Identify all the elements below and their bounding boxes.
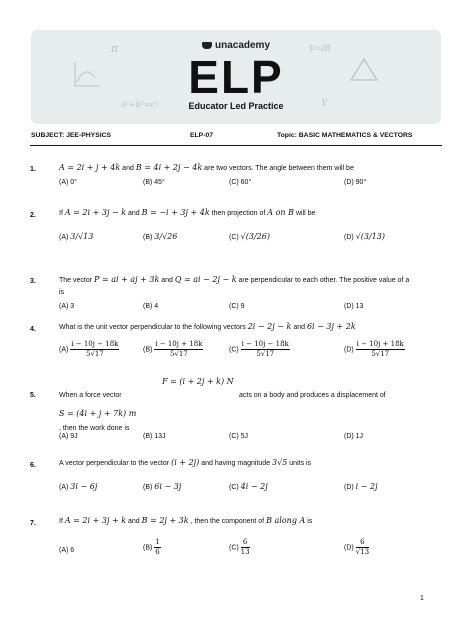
vector-two: 6i − 3j + 2k	[306, 322, 356, 331]
option-d[interactable]	[344, 538, 369, 557]
option-a[interactable]: (A) 6	[59, 547, 75, 554]
question-stem: are two vectors. The angle between them will be	[204, 165, 354, 172]
numerator: 6	[356, 538, 369, 548]
numerator: 1	[155, 538, 160, 546]
option-expression: 6i − 3j	[154, 482, 182, 491]
denominator: 5√17	[256, 350, 275, 358]
unacademy-logo	[31, 40, 441, 51]
option-d[interactable]: (D) 90°	[344, 179, 367, 186]
connector: and	[293, 324, 306, 331]
denominator: 6	[155, 548, 160, 556]
question-2-text	[59, 208, 315, 217]
option-a[interactable]	[59, 340, 119, 359]
question-stem-end: , then the work done is	[59, 425, 130, 432]
option-letter: (B)	[143, 346, 153, 354]
question-number: 2.	[30, 212, 36, 219]
topic-label: Topic: BASIC MATHEMATICS & VECTORS	[277, 132, 413, 139]
option-d[interactable]	[344, 232, 385, 241]
option-a[interactable]: (A) 0°	[59, 179, 77, 186]
option-c[interactable]	[229, 340, 290, 359]
elp-code: ELP-07	[190, 132, 214, 139]
question-6-text	[59, 458, 311, 467]
numerator: i − 10j + 18k	[356, 340, 404, 348]
connector: If	[59, 518, 63, 525]
option-b[interactable]	[143, 538, 161, 557]
vector-a: A = 2i + 3j + k	[64, 516, 127, 525]
option-expression: √(3/26)	[240, 232, 270, 241]
question-stem: What is the unit vector perpendicular to the following vectors	[59, 324, 246, 331]
page-number: 1	[420, 595, 424, 602]
option-c[interactable]	[229, 538, 250, 557]
connector: The vector	[59, 277, 93, 284]
question-3-text	[59, 274, 444, 299]
option-b[interactable]: (B) 45°	[143, 179, 165, 186]
denominator: 5√17	[371, 350, 390, 358]
question-stem-mid: acts on a body and produces a displacement of	[239, 392, 386, 399]
pythagoras-decor: a²+b²=c²	[121, 100, 159, 109]
option-expression: √(3/13)	[355, 232, 385, 241]
projection-term: A on B	[267, 208, 294, 217]
option-c[interactable]: (C) 9	[229, 303, 245, 310]
option-d[interactable]: (D) 1J	[344, 433, 364, 440]
option-fraction	[154, 340, 203, 359]
page-title: ELP	[188, 51, 284, 103]
vector-a: A = 2i + 3j − k	[64, 208, 127, 217]
question-number: 6.	[30, 462, 36, 469]
numerator: i − 10j − 18k	[71, 340, 119, 348]
gamma-decor: γ	[321, 96, 327, 107]
question-stem: When a force vector	[59, 392, 122, 399]
option-fraction	[70, 340, 119, 359]
connector: and	[122, 165, 134, 172]
subject-label: SUBJECT: JEE-PHYSICS	[31, 132, 112, 139]
option-letter: (D)	[344, 544, 354, 552]
option-a[interactable]: (A) 3	[59, 303, 75, 310]
option-b[interactable]: (B) 13J	[143, 433, 166, 440]
component-term: B along A	[266, 516, 306, 525]
question-7-text	[59, 516, 312, 525]
option-c[interactable]	[229, 232, 270, 241]
vector-b: B = 4i + 2j − 4k	[135, 163, 203, 172]
question-stem: then projection of	[211, 210, 266, 217]
question-stem: A vector perpendicular to the vector	[59, 460, 170, 467]
question-number: 4.	[30, 326, 36, 333]
option-letter: (C)	[229, 484, 239, 491]
option-letter: (D)	[344, 484, 354, 491]
question-stem-end: units is	[289, 460, 312, 467]
page-subtitle: Educator Led Practice	[188, 101, 284, 111]
option-letter: (D)	[344, 234, 354, 241]
option-letter: (A)	[59, 234, 69, 241]
option-a[interactable]: (A) 9J	[59, 433, 78, 440]
question-stem: are perpendicular to each other. The positive value of a	[238, 277, 410, 284]
option-expression: 3i − 6j	[70, 482, 98, 491]
option-expression: i − 2j	[355, 482, 378, 491]
option-letter: (C)	[229, 346, 239, 354]
ohms-law-decor: V=IR	[309, 44, 331, 53]
elp-banner	[31, 30, 441, 124]
option-expression: 3/√26	[154, 232, 178, 241]
option-letter: (C)	[229, 544, 239, 552]
option-expression: 3/√13	[70, 232, 94, 241]
denominator: 5√17	[169, 350, 188, 358]
question-stem-end: will be	[295, 210, 316, 217]
brand-name: unacademy	[214, 40, 271, 51]
force-vector: F = (i + 2j + k) N	[162, 377, 234, 386]
vector-b: B = −i + 3j + 4k	[141, 208, 210, 217]
question-1-text	[59, 163, 354, 172]
vector-p: P = ai + aj + 3k	[94, 275, 160, 284]
header-divider	[30, 145, 442, 146]
option-letter: (A)	[59, 346, 69, 354]
option-letter: (B)	[143, 484, 153, 491]
vector-a: A = 2i + j + 4k	[59, 163, 121, 172]
option-fraction	[241, 538, 250, 557]
option-letter: (D)	[344, 346, 354, 354]
numerator: 6	[241, 538, 250, 548]
question-stem-end: is	[307, 518, 313, 525]
question-stem: , then the component of	[190, 518, 265, 525]
option-fraction	[356, 340, 405, 359]
connector: and	[128, 210, 140, 217]
option-expression: 4i − 2j	[240, 482, 268, 491]
graduation-cap-icon	[202, 42, 212, 49]
option-fraction	[241, 340, 290, 359]
numerator: i − 10j − 18k	[241, 340, 289, 348]
connector: If	[59, 210, 63, 217]
option-b[interactable]: (B) 4	[143, 303, 159, 310]
connector: and having magnitude	[201, 460, 271, 467]
question-4-text	[59, 322, 356, 331]
option-c[interactable]: (C) 5J	[229, 433, 249, 440]
question-number: 7.	[30, 520, 36, 527]
option-d[interactable]	[344, 482, 378, 491]
vector-b: B = 2j + 3k	[141, 516, 189, 525]
option-letter: (C)	[229, 234, 239, 241]
option-d[interactable]	[344, 340, 405, 359]
option-b[interactable]	[143, 482, 181, 491]
option-fraction	[154, 538, 160, 557]
denominator: 5√17	[85, 350, 104, 358]
option-letter: (B)	[143, 544, 153, 552]
option-b[interactable]	[143, 340, 203, 359]
displacement-vector: S = (4i + j + 7k) m	[59, 409, 137, 418]
option-a[interactable]	[59, 482, 97, 491]
question-5-text	[59, 375, 444, 436]
question-number: 1.	[30, 166, 36, 173]
option-a[interactable]	[59, 232, 93, 241]
question-number: 5.	[30, 392, 36, 399]
vector-q: Q = ai − 2j − k	[174, 275, 237, 284]
option-fraction	[356, 538, 369, 557]
question-stem-end: is	[59, 289, 65, 296]
numerator: i − 10j + 18k	[155, 340, 203, 348]
connector: and	[161, 277, 173, 284]
magnitude: 3√5	[272, 458, 288, 467]
given-vector: (i + 2j)	[171, 458, 200, 467]
vector-one: 2i − 2j − k	[247, 322, 292, 331]
connector: and	[128, 518, 140, 525]
denominator: √13	[355, 548, 370, 556]
option-letter: (B)	[143, 234, 153, 241]
option-c[interactable]: (C) 60°	[229, 179, 252, 186]
option-letter: (A)	[59, 484, 69, 491]
option-b[interactable]	[143, 232, 177, 241]
question-number: 3.	[30, 278, 36, 285]
option-c[interactable]	[229, 482, 268, 491]
option-d[interactable]: (D) 13	[344, 303, 364, 310]
denominator: 13	[240, 548, 250, 556]
pi-decor: π	[111, 42, 119, 55]
